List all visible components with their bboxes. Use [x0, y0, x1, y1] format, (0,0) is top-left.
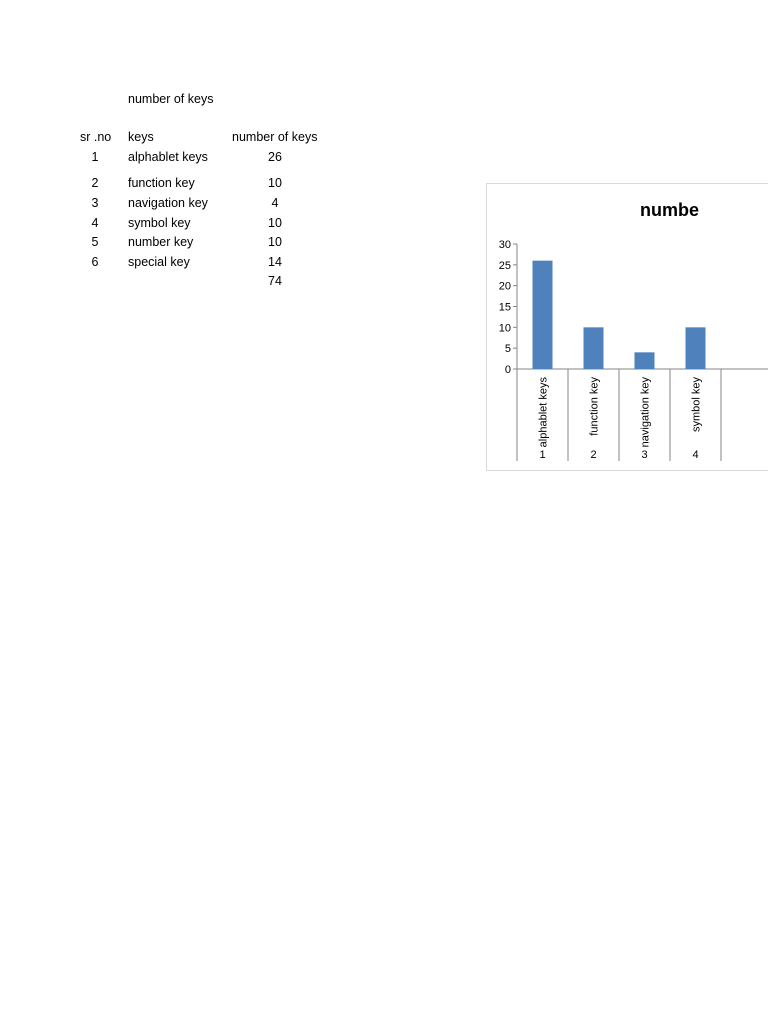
row-count: 4: [271, 196, 279, 210]
header-keys: keys: [128, 130, 154, 144]
row-srno: 3: [91, 196, 99, 210]
row-key: navigation key: [128, 196, 208, 210]
y-tick-label: 0: [504, 364, 511, 376]
row-key: function key: [128, 176, 195, 190]
row-key: symbol key: [128, 216, 191, 230]
x-category-label: function key: [588, 377, 601, 436]
header-srno: sr .no: [80, 130, 112, 144]
row-key: alphablet keys: [128, 150, 208, 164]
row-srno: 2: [91, 176, 99, 190]
bar-chart[interactable]: [486, 183, 768, 471]
header-count: number of keys: [232, 130, 318, 144]
x-category-number: 4: [692, 449, 699, 461]
y-tick-label: 20: [498, 280, 511, 293]
x-category-label: symbol key: [690, 377, 703, 433]
bar: [584, 327, 604, 369]
row-srno: 6: [91, 255, 99, 269]
row-srno: 4: [91, 216, 99, 230]
total-count: 74: [268, 274, 282, 288]
row-key: special key: [128, 255, 190, 269]
bar: [686, 327, 706, 369]
row-key: number key: [128, 235, 194, 249]
row-count: 10: [268, 235, 282, 249]
chart-title: numbe: [640, 200, 700, 220]
row-srno: 5: [91, 235, 99, 249]
x-category-label: navigation key: [639, 377, 652, 448]
y-tick-label: 15: [498, 301, 511, 314]
row-srno: 1: [91, 150, 99, 164]
x-category-number: 3: [641, 449, 648, 461]
x-category-number: 2: [590, 449, 597, 461]
x-category-label: alphablet keys: [537, 377, 550, 448]
y-tick-label: 5: [504, 343, 511, 356]
y-tick-label: 25: [498, 259, 511, 272]
row-count: 26: [268, 150, 282, 164]
chart-plot: [487, 184, 768, 470]
row-count: 10: [268, 176, 282, 190]
y-tick-label: 10: [498, 322, 511, 335]
y-tick-label: 30: [498, 239, 511, 251]
x-category-number: 1: [539, 449, 546, 461]
bar: [635, 352, 655, 369]
row-count: 10: [268, 216, 282, 230]
sheet-title: number of keys: [128, 92, 214, 106]
row-count: 14: [268, 255, 282, 269]
bar: [533, 261, 553, 369]
